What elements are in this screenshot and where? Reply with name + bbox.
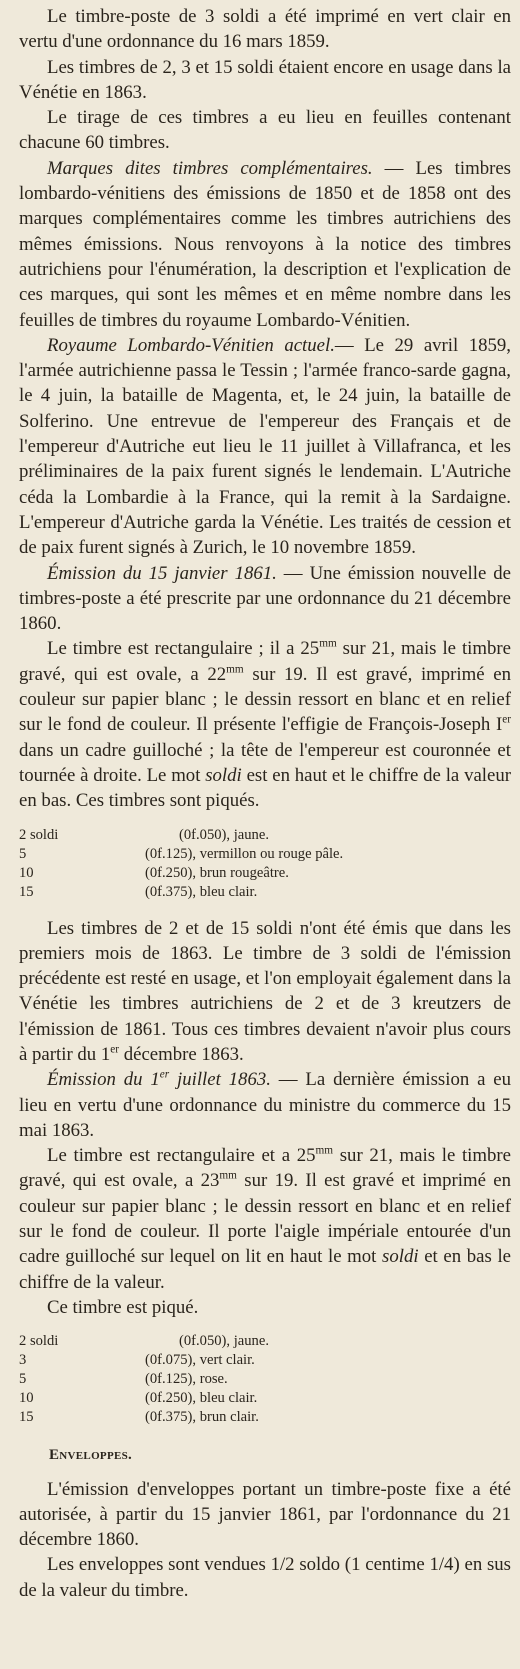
paragraph-marques: Marques dites timbres complémentaires. — Les timbres lombardo-vénitiens des émissions de 1850 et de 1858 ont des marques complémentaires comme les timbres autrichiens des mêmes émissions. Nous renvoyons à la notice des timbres autrichiens pour l'énumération, la description et l'explication de ces marques, qui sont les mêmes et en même nombre dans les feuilles de timbres du royaume Lombardo-Vénitien. <box>19 157 511 331</box>
section-lead-emission-1861: Émission du 15 janvier 1861. <box>47 562 277 584</box>
paragraph-3-soldi: Le timbre-poste de 3 soldi a été imprimé en vert clair en vertu d'une ordonnance du 16 mars 1859. <box>19 6 511 53</box>
document-body <box>19 4 511 1603</box>
section-heading-enveloppes: Enveloppes. <box>49 1447 133 1464</box>
paragraph-stamp-description-1863: Le timbre est rectangulaire et a $25^{mm}$ sur 21, mais le timbre gravé, qui est ovale, a $23^{mm}$ sur 19. Il est gravé et imprimé en couleur sur papier blanc ; le dessin ressort en blanc et en relief sur le fond de couleur. Il porte l'aigle impériale entourée d'un cadre guilloché sur lequel on lit en haut le mot soldi et en bas le chiffre de la valeur. <box>19 1144 512 1293</box>
list-item: 15 (0f.375), bleu clair. <box>19 883 258 900</box>
stamp-list-1861 <box>19 826 511 902</box>
list-item: 15 (0f.375), brun clair. <box>19 1409 259 1426</box>
fraction: 1/2 <box>270 1554 295 1576</box>
list-item: 10 (0f.250), bleu clair. <box>19 1390 258 1407</box>
fraction: 1/4 <box>429 1554 454 1576</box>
section-lead-emission-1863: Émission du 1er juillet 1863. <box>47 1069 271 1091</box>
paragraph-royaume: Royaume Lombardo-Vénitien actuel.— Le 29 avril 1859, l'armée autrichienne passa le Tessin ; l'armée franco-sarde gagna, le 4 juin, la bataille de Magenta, et, le 24 juin, la bataille de Solferino. Une entrevue de l'empereur des Français et de l'empereur d'Autriche eut lieu le 11 juillet à Villafranca, et les préliminaires de la paix furent signés le lendemain. L'Autriche céda la Lombardie à la France, qui la remit à la Sardaigne. L'empereur d'Autriche garda la Vénétie. Les traités de cession et de paix furent signés à Zurich, le 10 novembre 1859. <box>19 334 512 559</box>
stamp-list-1863 <box>19 1332 511 1427</box>
paragraph-tirage: Le tirage de ces timbres a eu lieu en feuilles contenant chacune 60 timbres. <box>19 107 511 154</box>
section-lead-marques: Marques dites timbres complémentaires. <box>47 157 373 179</box>
paragraph-emission-1863: Émission du 1er juillet 1863. — La dernière émission a eu lieu en vertu d'une ordonnance du ministre du commerce du 15 mai 1863. <box>19 1069 511 1141</box>
section-lead-royaume: Royaume Lombardo-Vénitien actuel. <box>47 334 335 356</box>
list-item: 5 (0f.125), rose. <box>19 1371 228 1388</box>
list-item: 5 (0f.125), vermillon ou rouge pâle. <box>19 845 344 862</box>
paragraph-enveloppes-prix: Les enveloppes sont vendues 1/2 soldo (1 centime 1/4) en sus de la valeur du timbre. <box>19 1554 511 1601</box>
list-item: 3 (0f.075), vert clair. <box>19 1352 255 1369</box>
paragraph-usage-venetie: Les timbres de 2, 3 et 15 soldi étaient encore en usage dans la Vénétie en 1863. <box>19 56 511 103</box>
paragraph-emission-1861: Émission du 15 janvier 1861. — Une émission nouvelle de timbres-poste a été prescrite par une ordonnance du 21 décembre 1860. <box>19 562 511 635</box>
paragraph-enveloppes-emission: L'émission d'enveloppes portant un timbre-poste fixe a été autorisée, à partir du 15 janvier 1861, par l'ordonnance du 21 décembre 1860. <box>19 1478 511 1551</box>
paragraph-stamp-description-1861: Le timbre est rectangulaire ; il a $25^{mm}$ sur 21, mais le timbre gravé, qui est ovale, a $22^{mm}$ sur 19. Il est gravé, imprimé en couleur sur papier blanc ; le dessin ressort en blanc et en relief sur le fond de couleur. Il présente l'effigie de François-Joseph Ier dans un cadre guilloché ; la tête de l'empereur est couronnée et tournée à droite. Le mot soldi est en haut et le chiffre de la valeur en bas. Ces timbres sont piqués. <box>19 638 511 812</box>
list-item: 2 soldi (0f.050), jaune. <box>19 1333 269 1350</box>
list-item: 2 soldi (0f.050), jaune. <box>19 826 269 843</box>
paragraph-pique: Ce timbre est piqué. <box>47 1296 199 1318</box>
list-item: 10 (0f.250), brun rougeâtre. <box>19 864 289 881</box>
paragraph-emis-1863: Les timbres de 2 et de 15 soldi n'ont été émis que dans les premiers mois de 1863. Le timbre de 3 soldi de l'émission précédente est resté en usage, et l'on employait également dans la Vénétie les timbres autrichiens de 2 et de 3 kreutzers de l'émission de 1861. Tous ces timbres devaient n'avoir plus cours à partir du 1er décembre 1863. <box>19 917 511 1065</box>
